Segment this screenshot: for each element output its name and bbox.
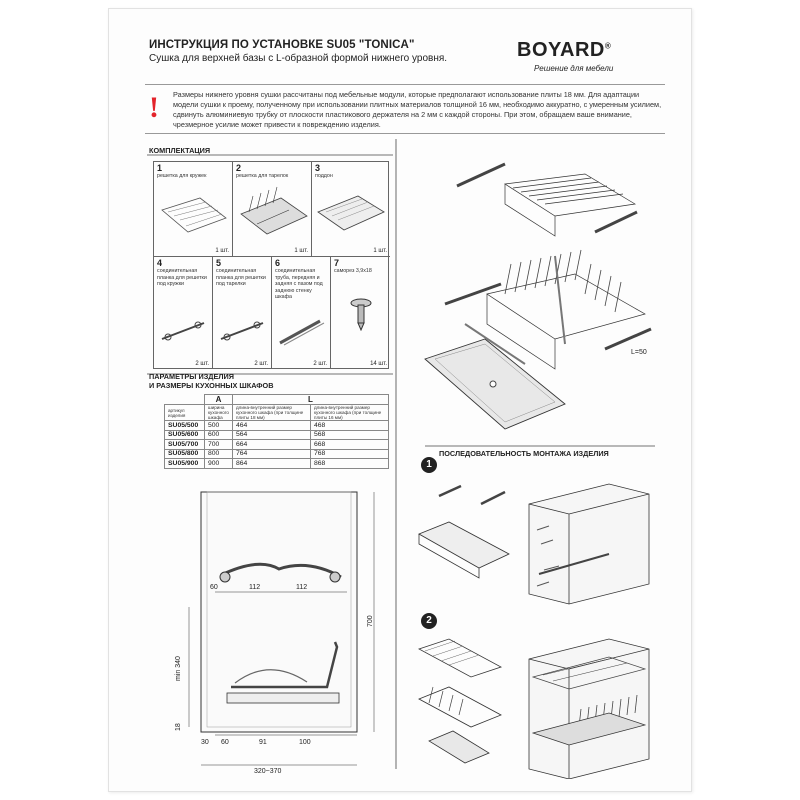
kit-grid (153, 161, 389, 369)
kit-item-qty: 2 шт. (195, 361, 209, 367)
assembly-heading: ПОСЛЕДОВАТЕЛЬНОСТЬ МОНТАЖА ИЗДЕЛИЯ (439, 449, 609, 458)
dim-30: 30 (201, 739, 209, 746)
warning-text: Размеры нижнего уровня сушки рассчитаны под мебельные модули, которые предполагают использование плиты 18 мм. Для адаптации модели сушки к проему, полученному при использовании плитных материалов толщиной 16 мм, необходимо аккуратно, с умеренным усилием, сдвинуть алюминиевую трубку от плоскости пластикового держателя на 2 мм с каждой стороны. При этом, обращаем ваше внимание, чрезмерное усилие может привести к повреждению изделия. (173, 90, 662, 129)
dim-height: 700 (367, 615, 374, 627)
dim-60-bottom: 60 (221, 739, 229, 746)
cell-l16: 468 (311, 421, 389, 431)
brand-name: BOYARD (517, 39, 605, 61)
l16-header: длина-внутренний размер кухонного шкафа (при толщине плиты 16 мм) (311, 405, 389, 421)
table-row (165, 440, 389, 450)
kit-item-5 (213, 257, 272, 369)
table-row (165, 430, 389, 440)
cell-l18: 564 (233, 430, 311, 440)
screw-icon (347, 297, 375, 331)
cell-article: SU05/700 (165, 440, 205, 450)
warning-icon: ! (149, 91, 159, 124)
step-1-badge: 1 (421, 457, 437, 473)
dim-112-right: 112 (296, 584, 308, 591)
params-table (164, 394, 389, 469)
cell-article: SU05/800 (165, 449, 205, 459)
kit-item-qty: 1 шт. (294, 248, 308, 254)
drip-tray-icon (316, 190, 386, 238)
kit-item-7 (331, 257, 390, 369)
step-1-illustration (409, 474, 689, 614)
cell-article: SU05/500 (165, 421, 205, 431)
article-header: артикул изделия (165, 405, 205, 421)
table-row (165, 459, 389, 469)
cell-width: 800 (205, 449, 233, 459)
kit-item-number: 3 (315, 163, 321, 173)
cell-width: 700 (205, 440, 233, 450)
kit-item-desc: соединительная планка для решетки под тарелки (216, 268, 266, 288)
dim-100: 100 (299, 739, 311, 746)
cell-width: 600 (205, 430, 233, 440)
dim-60-top: 60 (210, 584, 218, 591)
kit-item-2 (233, 162, 312, 257)
kit-item-desc: соединительная труба, передняя и задняя с пазом под заднюю стенку шкафа (275, 268, 323, 301)
cell-article: SU05/900 (165, 459, 205, 469)
kit-item-qty: 1 шт. (373, 248, 387, 254)
kit-item-number: 6 (275, 258, 281, 268)
kit-item-3 (312, 162, 390, 257)
cell-l16: 768 (311, 449, 389, 459)
kit-item-qty: 1 шт. (215, 248, 229, 254)
kit-item-desc: саморез 3,9х18 (334, 268, 372, 274)
dim-min: min 340 (175, 656, 182, 681)
l18-header: длина-внутренний размер кухонного шкафа (при толщине плиты 18 мм) (233, 405, 311, 421)
kit-item-desc: решетка для кружек (157, 173, 207, 179)
params-heading-2: И РАЗМЕРЫ КУХОННЫХ ШКАФОВ (149, 381, 274, 390)
page-title: ИНСТРУКЦИЯ ПО УСТАНОВКЕ SU05 "TONICA" (149, 39, 415, 51)
plate-rack-icon (237, 184, 309, 242)
kit-item-desc: решетка для тарелок (236, 173, 289, 179)
dim-112-left: 112 (249, 584, 261, 591)
col-a-header: A (205, 395, 233, 405)
cell-l18: 664 (233, 440, 311, 450)
table-row (165, 449, 389, 459)
kit-item-4 (154, 257, 213, 369)
connector-bar-icon (158, 315, 210, 347)
kit-item-number: 2 (236, 163, 242, 173)
l-note: L=50 (631, 349, 647, 356)
kit-item-qty: 14 шт. (370, 361, 387, 367)
cell-width: 500 (205, 421, 233, 431)
kit-item-number: 7 (334, 258, 340, 268)
registered-mark: ® (604, 41, 612, 51)
cell-article: SU05/600 (165, 430, 205, 440)
dim-range: 320~370 (254, 768, 282, 775)
kit-item-1 (154, 162, 233, 257)
kit-item-6 (272, 257, 331, 369)
step-2-illustration (409, 629, 689, 779)
assembly-rule (405, 444, 675, 448)
exploded-view (405, 144, 675, 444)
cell-width: 900 (205, 459, 233, 469)
cell-l18: 864 (233, 459, 311, 469)
dim-91: 91 (259, 739, 267, 746)
cell-l16: 568 (311, 430, 389, 440)
kit-item-number: 5 (216, 258, 222, 268)
width-header: ширина кухонного шкафа (205, 405, 233, 421)
brand-tagline: Решение для мебели (534, 64, 614, 73)
cell-l18: 764 (233, 449, 311, 459)
kit-heading: КОМПЛЕКТАЦИЯ (149, 146, 211, 155)
cup-rack-icon (160, 190, 228, 240)
connector-tube-icon (276, 317, 328, 347)
col-l-header: L (233, 395, 389, 405)
kit-item-number: 4 (157, 258, 163, 268)
step-2-badge: 2 (421, 613, 437, 629)
instruction-sheet (108, 8, 692, 792)
cell-l16: 868 (311, 459, 389, 469)
kit-item-number: 1 (157, 163, 163, 173)
page-subtitle: Сушка для верхней базы с L-образной формой нижнего уровня. (149, 53, 448, 64)
kit-item-qty: 2 шт. (313, 361, 327, 367)
params-heading-1: ПАРАМЕТРЫ ИЗДЕЛИЯ (149, 372, 234, 381)
dim-18: 18 (175, 723, 182, 731)
connector-bar-icon (217, 315, 269, 347)
kit-item-qty: 2 шт. (254, 361, 268, 367)
table-row (165, 421, 389, 431)
cell-l16: 668 (311, 440, 389, 450)
kit-item-desc: поддон (315, 173, 333, 179)
dimension-drawing (159, 487, 399, 787)
kit-item-desc: соединительная планка для решетки под кружки (157, 268, 207, 288)
cell-l18: 464 (233, 421, 311, 431)
